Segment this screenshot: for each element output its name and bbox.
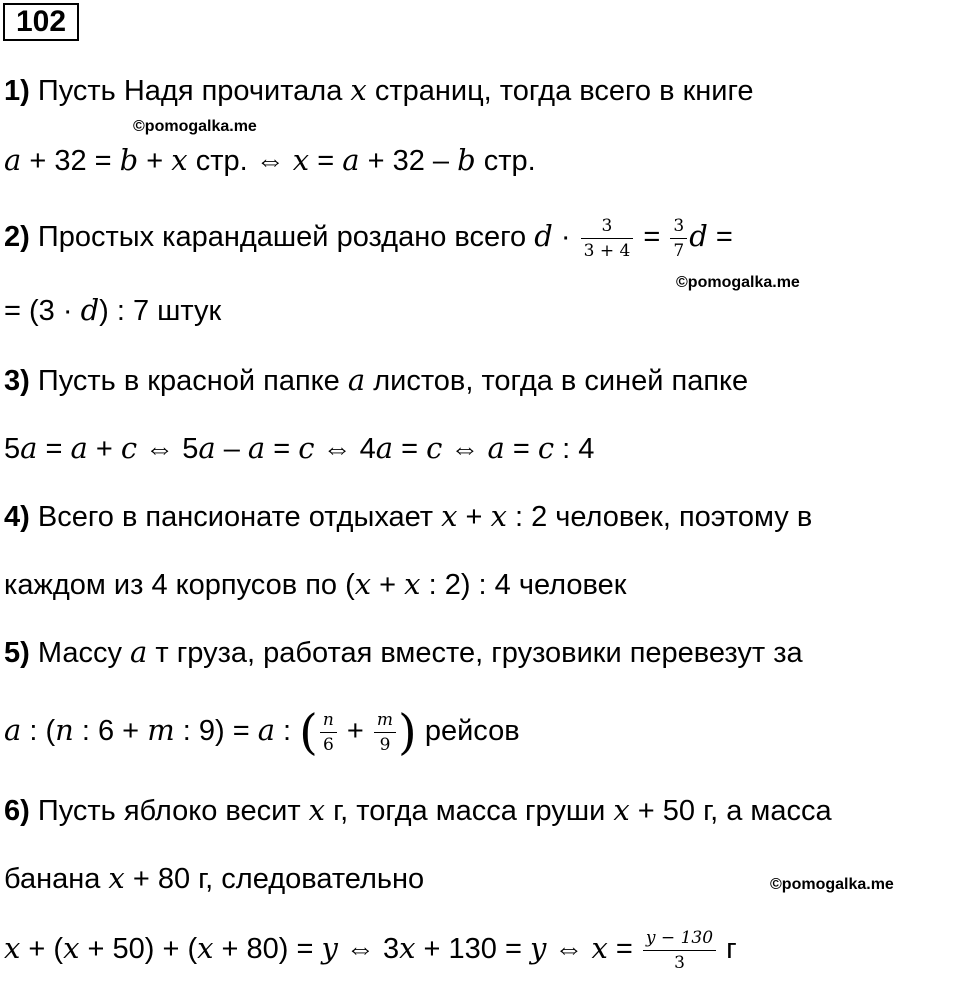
fraction: $\frac{y - 130}{3}$ [643, 928, 716, 973]
item-1-line-2: a + 32 = b + x стр. ⇔ x = a + 32 – b стр. [4, 143, 536, 177]
item-6-line-2: банана x + 80 г, следовательно [4, 861, 425, 895]
item-4-line-2: каждом из 4 корпусов по (x + x : 2) : 4 человек [4, 567, 627, 601]
item-number: 2) [4, 221, 30, 254]
item-number: 4) [4, 501, 30, 533]
item-5-line-1: 5) Массу a т груза, работая вместе, грузовики перевезут за [4, 635, 803, 669]
watermark: ©pomogalka.me [133, 118, 257, 135]
item-3-line-2: 5a = a + c ⇔ 5a – a = c ⇔ 4a = c ⇔ a = c : 4 [4, 431, 595, 465]
item-2-line-2: = (3 · d) : 7 штук [4, 293, 222, 327]
item-2-line-1: 2) Простых карандашей роздано всего d · $\frac{3}{3 + 4}$ = $\frac{3}{7}$ d = [4, 216, 733, 261]
item-number: 6) [4, 795, 30, 827]
item-1-line-1: 1) Пусть Надя прочитала x страниц, тогда всего в книге [4, 73, 754, 107]
item-4-line-1: 4) Всего в пансионате отдыхает x + x : 2 человек, поэтому в [4, 499, 813, 533]
fraction: $\frac{3}{7}$ [670, 216, 687, 261]
item-number: 5) [4, 637, 30, 669]
fraction: $\frac{m}{9}$ [374, 710, 396, 755]
fraction: $\frac{3}{3 + 4}$ [581, 216, 634, 261]
item-number: 3) [4, 365, 30, 397]
item-5-line-2: a : (n : 6 + m : 9) = a : ( $\frac{n}{6}$ + $\frac{m}{9}$ ) рейсов [4, 704, 520, 761]
item-3-line-1: 3) Пусть в красной папке a листов, тогда в синей папке [4, 363, 749, 397]
item-number: 1) [4, 75, 30, 107]
problem-number-box: 102 [3, 3, 79, 41]
watermark: ©pomogalka.me [676, 274, 800, 291]
item-6-line-1: 6) Пусть яблоко весит x г, тогда масса груши x + 50 г, а масса [4, 793, 832, 827]
item-6-line-3: x + (x + 50) + (x + 80) = y ⇔ 3x + 130 = y ⇔ x = $\frac{y - 130}{3}$ г [4, 928, 737, 973]
fraction: $\frac{n}{6}$ [320, 710, 337, 755]
watermark: ©pomogalka.me [770, 876, 894, 893]
